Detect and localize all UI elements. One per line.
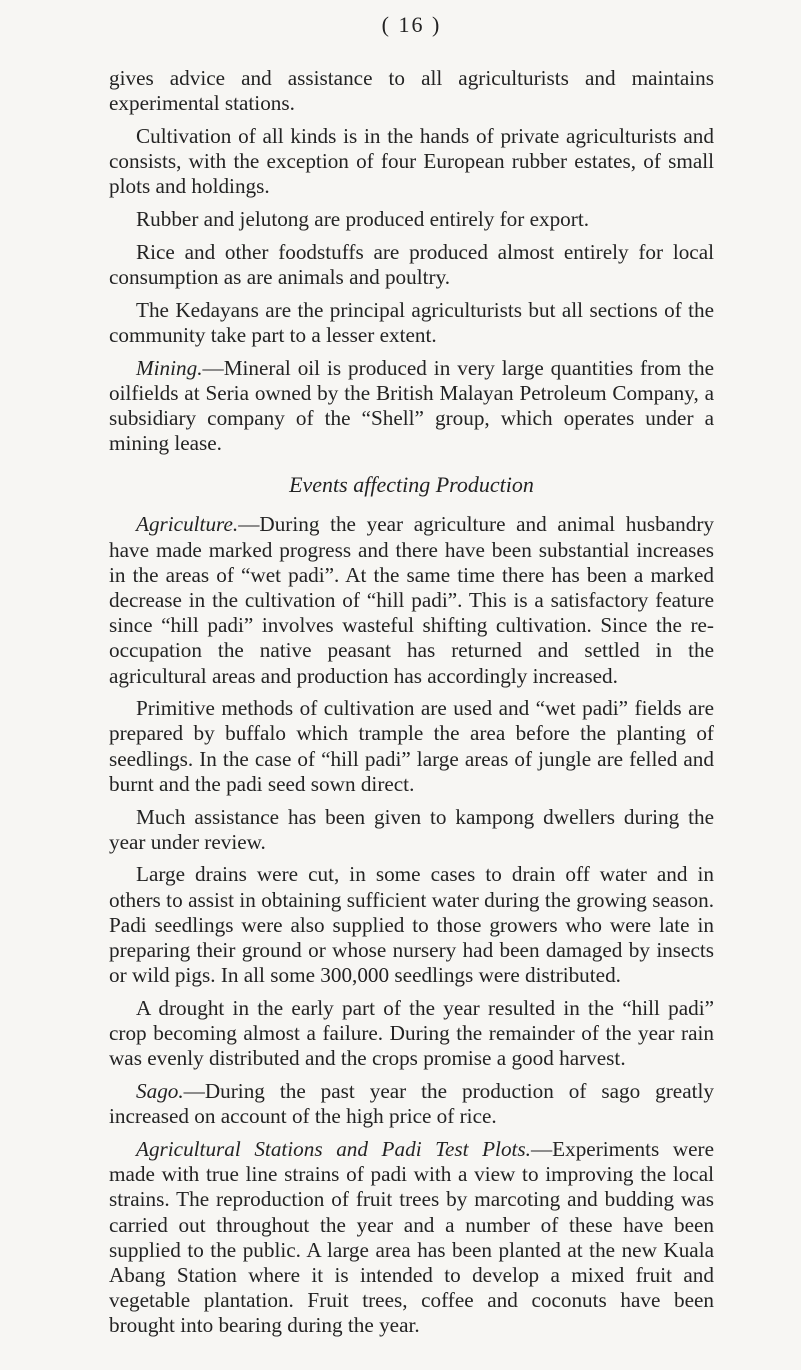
paragraph [109, 298, 714, 348]
paragraph-text: —During the year agriculture and animal husbandry have made marked progress and there have been substantial increases in the areas of “wet padi”. At the same time there has been a marked decrease in the cultivation of “hill padi”. This is a satisfactory feature since “hill padi” involves wasteful shifting cultivation. Since the re-occupation the native peasant has returned and settled in the agricultural areas and production has accordingly increased. [109, 512, 714, 688]
paragraph-text: Rice and other foodstuffs are produced almost entirely for local consumption as are animals and poultry. [109, 239, 714, 289]
paragraph-text: Rubber and jelutong are produced entirely for export. [136, 207, 590, 232]
paragraph-text: The Kedayans are the principal agriculturists but all sections of the community take part to a lesser extent. [109, 297, 714, 347]
paragraph [109, 66, 714, 116]
paragraph-lead: Agricultural Stations and Padi Test Plots. [136, 1137, 531, 1162]
paragraph [109, 207, 714, 232]
paragraph-text: —Experiments were made with true line strains of padi with a view to improving the local strains. The reproduction of fruit trees by marcoting and budding was carried out throughout the year and a number of these have been supplied to the public. A large area has been planted at the new Kuala Abang Station where it is intended to develop a mixed fruit and vegetable plantation. Fruit trees, coffee and coconuts have been brought into bearing during the year. [109, 1137, 714, 1338]
paragraph [109, 240, 714, 290]
paragraph-text: —During the past year the production of sago greatly increased on account of the high price of rice. [109, 1079, 714, 1129]
section-heading: Events affecting Production [289, 472, 534, 498]
page-number: ( 16 ) [381, 12, 442, 37]
body-text [109, 66, 714, 1346]
paragraph [109, 512, 714, 688]
paragraph [109, 124, 714, 200]
paragraph [109, 696, 714, 797]
paragraph-text: Much assistance has been given to kampong dwellers during the year under review. [109, 804, 714, 854]
paragraph-text: gives advice and assistance to all agriculturists and maintains experimental stations. [109, 66, 714, 116]
paragraph-lead: Sago. [136, 1079, 184, 1104]
paragraph-text: Primitive methods of cultivation are used and “wet padi” fields are prepared by buffalo which trample the area before the planting of seedlings. In the case of “hill padi” large areas of jungle are felled and burnt and the padi seed sown direct. [109, 696, 714, 796]
paragraph-lead: Agriculture. [136, 512, 239, 537]
paragraph [109, 862, 714, 988]
paragraph [109, 1079, 714, 1129]
paragraph-text: Large drains were cut, in some cases to drain off water and in others to assist in obtaining sufficient water during the growing season. Padi seedlings were also supplied to those growers who were late in preparing their ground or whose nursery had been damaged by insects or wild pigs. In all some 300,000 seedlings were distributed. [109, 862, 714, 988]
paragraph [109, 805, 714, 855]
paragraph [109, 1137, 714, 1339]
paragraph-text: —Mineral oil is produced in very large quantities from the oilfields at Seria owned by the British Malayan Petroleum Company, a subsidiary company of the “Shell” group, which operates under a mining lease. [109, 355, 714, 456]
paragraph [109, 356, 714, 457]
paragraph-text: Cultivation of all kinds is in the hands of private agriculturists and consists, with the exception of four European rubber estates, of small plots and holdings. [109, 123, 714, 199]
paragraph [109, 996, 714, 1072]
paragraph-lead: Mining. [136, 355, 203, 380]
paragraph-text: A drought in the early part of the year resulted in the “hill padi” crop becoming almost a failure. During the remainder of the year rain was evenly distributed and the crops promise a good harvest. [109, 996, 714, 1071]
